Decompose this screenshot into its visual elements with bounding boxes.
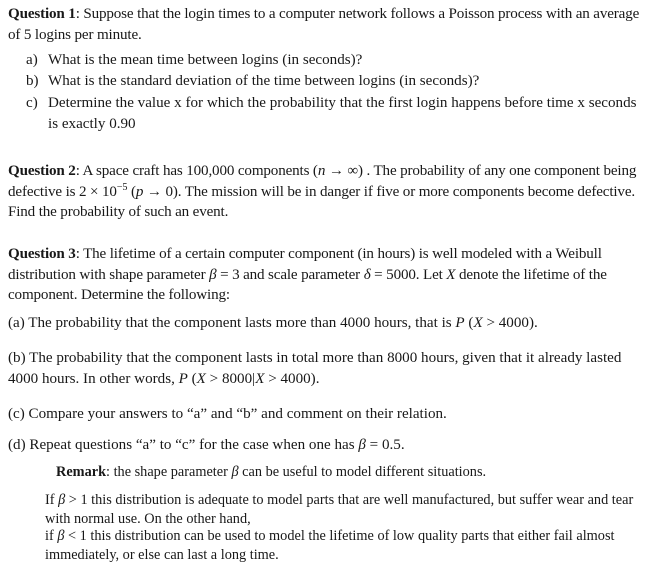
question-2 bbox=[8, 161, 642, 223]
list-item bbox=[8, 71, 642, 92]
variable-p: p bbox=[135, 183, 144, 200]
symbol-beta: β bbox=[231, 464, 239, 480]
list-item-marker: a) bbox=[26, 52, 38, 68]
question-3-intro bbox=[8, 244, 642, 306]
variable-X: X bbox=[255, 370, 265, 387]
remark-heading-text-2: can be useful to model different situations. bbox=[238, 464, 487, 480]
paragraph-2-text-2: < 1 this distribution can be used to model the lifetime of low quality parts that either fail almost immediately, or else can last a long time. bbox=[45, 528, 615, 564]
variable-X: X bbox=[473, 315, 483, 331]
item-d-text: (d) Repeat questions “a” to “c” for the case when one has bbox=[8, 437, 359, 453]
question-3-intro-text-1: The lifetime of a certain computer component (in hours) is well modeled with a Weibull distribution with shape parameter bbox=[8, 246, 602, 283]
probability-symbol-P: P bbox=[178, 370, 188, 387]
question-2-text-part-2: → ∞) . The probability of any one component being defective is 2 × 10 bbox=[8, 163, 637, 200]
item-a-text: (a) The probability that the component lasts more than 4000 hours, that is bbox=[8, 315, 456, 331]
symbol-beta: β bbox=[358, 437, 366, 453]
paragraph-1-text-1: If bbox=[45, 492, 59, 508]
question-3-item-d bbox=[8, 435, 644, 456]
remark-heading bbox=[56, 463, 642, 482]
item-b-paren-open: ( bbox=[187, 370, 197, 387]
question-1-intro-text: Suppose that the login times to a computer network follows a Poisson process with an average of 5 logins per minute. bbox=[8, 6, 640, 43]
list-item-text: What is the mean time between logins (in seconds)? bbox=[48, 52, 363, 68]
question-2-text-part-4: → 0). The mission will be in danger if five or more components become defective. Find the probability of such an event. bbox=[8, 183, 635, 221]
list-item-text: Determine the value x for which the probability that the first login happens before time x seconds is exactly 0.90 bbox=[48, 94, 637, 132]
question-2-label: Question 2 bbox=[8, 163, 76, 179]
probability-symbol-P: P bbox=[455, 315, 465, 331]
question-3-item-b bbox=[8, 348, 644, 389]
list-item-marker: c) bbox=[26, 94, 38, 111]
question-2-text-part-1: A space craft has 100,000 components ( bbox=[79, 163, 318, 179]
list-item bbox=[8, 93, 642, 136]
remark-heading-text-1: : the shape parameter bbox=[106, 464, 232, 480]
remark-paragraph-2 bbox=[45, 527, 644, 566]
question-1-label: Question 1 bbox=[8, 6, 76, 22]
question-2-colon: : bbox=[75, 163, 80, 179]
question-3-intro-text-4: denote the lifetime of the component. Determine the following: bbox=[8, 266, 607, 304]
symbol-beta: β bbox=[57, 528, 65, 544]
item-b-text: (b) The probability that the component lasts in total more than 8000 hours, given that it already lasted 4000 hours. In other words, bbox=[8, 350, 622, 387]
question-1-list bbox=[8, 50, 642, 135]
item-b-condition-bar: > 8000| bbox=[205, 370, 256, 387]
symbol-beta: β bbox=[58, 492, 66, 508]
variable-X: X bbox=[446, 266, 456, 283]
variable-n: n bbox=[317, 163, 326, 179]
question-3-colon: : bbox=[75, 246, 80, 262]
question-2-text-part-3: ( bbox=[127, 183, 136, 200]
paragraph-1-text-2: > 1 this distribution is adequate to model parts that are well manufactured, but suffer wear and tear with normal use. On the other hand, bbox=[45, 492, 634, 528]
question-3-item-a bbox=[8, 313, 644, 334]
question-1-intro bbox=[8, 4, 642, 45]
list-item-marker: b) bbox=[26, 73, 39, 90]
question-1-colon: : bbox=[75, 6, 80, 22]
item-a-tail: > 4000). bbox=[482, 315, 538, 331]
question-3-intro-text-3: = 5000. Let bbox=[370, 266, 447, 283]
question-3-intro-text-2: = 3 and scale parameter bbox=[216, 266, 364, 283]
item-d-tail: = 0.5. bbox=[365, 437, 405, 453]
remark-paragraph-1 bbox=[45, 491, 644, 530]
item-b-tail: > 4000). bbox=[264, 370, 320, 387]
remark-label: Remark bbox=[56, 464, 107, 480]
variable-X: X bbox=[196, 370, 206, 387]
exponent-minus-five: −5 bbox=[116, 181, 128, 193]
symbol-delta: δ bbox=[363, 266, 371, 283]
paragraph-2-text-1: if bbox=[45, 528, 58, 544]
symbol-beta: β bbox=[209, 266, 217, 283]
list-item-text: What is the standard deviation of the time between logins (in seconds)? bbox=[48, 73, 480, 90]
question-3-label: Question 3 bbox=[8, 246, 76, 262]
question-3-item-c: (c) Compare your answers to “a” and “b” and comment on their relation. bbox=[8, 406, 447, 422]
list-item bbox=[8, 50, 642, 71]
item-a-paren-open: ( bbox=[464, 315, 474, 331]
